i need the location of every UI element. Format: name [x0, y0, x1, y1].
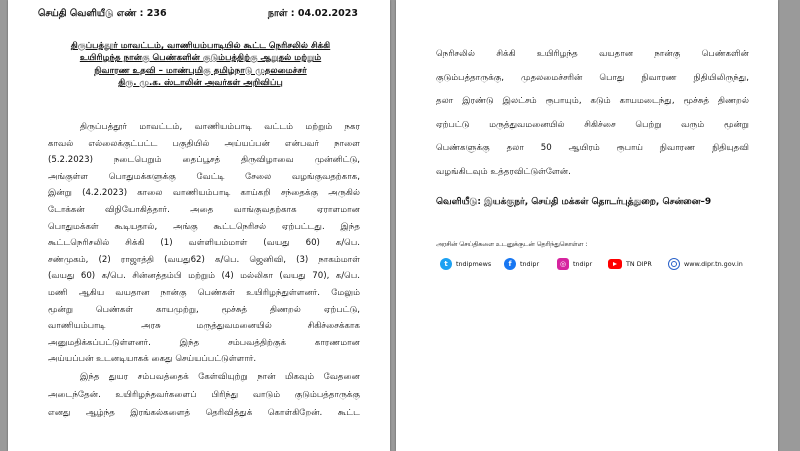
- body-line: அடைந்தேன். உயிரிழந்தவர்களைப் பிரிந்து வாடும் குடும்பத்தாருக்கு: [48, 390, 360, 400]
- body-line: அனுமதிக்கப்பட்டுள்ளனர். இந்த சம்பவத்திற்குக் காரணமான: [48, 337, 360, 348]
- social-facebook[interactable]: [504, 256, 539, 272]
- body-line: மணி ஆகிய வயதான நான்கு பெண்கள் உயிரிழந்துள்ளனர். மேலும்: [48, 287, 360, 298]
- website-url: www.dipr.tn.gov.in: [684, 260, 743, 268]
- body-line: (5.2.2023) நடைபெறும் தைப்பூசத் திருவிழாவை முன்னிட்டு,: [48, 155, 360, 166]
- release-date: நாள் : 04.02.2023: [267, 8, 358, 19]
- title-line: திருப்பத்தூர் மாவட்டம், வாணியம்பாடியில் கூட்ட நெரிசலில் சிக்கி: [70, 41, 331, 51]
- social-instagram[interactable]: [557, 256, 592, 272]
- title-line: திரு. மு.க. ஸ்டாலின் அவர்கள் அறிவிப்பு: [118, 77, 283, 88]
- body-line: எனது ஆழ்ந்த இரங்கல்களைத் தெரிவித்துக் கொள்கிறேன். கூட்ட: [48, 408, 360, 418]
- body-paragraph-continued: [436, 43, 749, 184]
- social-twitter[interactable]: [440, 256, 491, 272]
- body-line: குடும்பத்தாருக்கு, முதலமைச்சரின் பொது நிவாரண நிதியிலிருந்து,: [436, 72, 749, 83]
- social-website[interactable]: [668, 256, 743, 272]
- body-line: திருப்பத்தூர் மாவட்டம், வாணியம்பாடி வட்டம் மற்றும் நகர: [80, 122, 360, 132]
- body-line: பெண்களுக்கு தலா 50 ஆயிரம் ரூபாய் நிவாரண நிதியுதவி: [436, 143, 749, 153]
- body-line: இந்த துயர சம்பவத்தைக் கேள்வியுற்று நான் மிகவும் வேதனை: [80, 372, 360, 382]
- body-line: காவல் எல்லைக்குட்பட்ட பகுதியில் அய்யப்பன் என்பவர் நாளை: [48, 138, 360, 149]
- document-page-1: [8, 0, 390, 451]
- facebook-handle: tndipr: [520, 260, 540, 268]
- body-line: தலா இரண்டு இலட்சம் ரூபாயும், கடும் காயமடைந்து, மூச்சுத் திணறல்: [436, 96, 749, 106]
- title-line: நிவாரண உதவி – மாண்புமிகு தமிழ்நாடு முதலமைச்சர்: [94, 65, 307, 76]
- release-issuer: வெளியீடு: இயக்குநர், செய்தி மக்கள் தொடர்புத்துறை, சென்னை–9: [436, 197, 712, 207]
- release-number: செய்தி வெளியீடு எண் : 236: [38, 8, 167, 19]
- body-line: இன்று (4.2.2023) காலை வாணியம்பாடி காய்கறி சந்தைக்கு அருகில்: [48, 188, 360, 199]
- body-line: சண்முகம், (2) ராஜாத்தி (வயது62) க/பெ. ஜெனிவி, (3) நாகம்மாள்: [48, 254, 360, 265]
- instagram-handle: tndipr: [573, 260, 593, 268]
- body-line: அய்யப்பன் உடனடியாகக் கைது செய்யப்பட்டுள்ளார்.: [48, 354, 257, 365]
- instagram-icon: ◎: [557, 258, 569, 270]
- body-line: கூட்டநெரிசலில் சிக்கி (1) வள்ளியம்மாள் (வயது 60) க/பெ.: [48, 238, 360, 249]
- body-paragraph-1: [48, 119, 360, 368]
- twitter-icon: t: [440, 258, 452, 270]
- follow-label: அரசின் செய்திகளை உடனுக்குடன் தெரிந்துகொள்ள :: [436, 241, 588, 248]
- press-release-title: [48, 40, 353, 89]
- twitter-handle: tndipmews: [456, 260, 492, 268]
- body-line: (வயது 60) க/பெ. சின்னத்தம்பி மற்றும் (4) மல்லிகா (வயது 70), க/பெ.: [48, 271, 360, 282]
- body-line: ஏற்பட்டு மருத்துவமனையில் சிகிச்சை பெற்று வரும் மூன்று: [436, 119, 749, 130]
- title-line: உயிரிழந்த நான்கு பெண்களின் குடும்பத்திற்கு ஆறுதல் மற்றும்: [79, 53, 322, 64]
- body-line: அங்குள்ள பொதுமக்களுக்கு வேட்டி சேலை வழங்குவதற்காக,: [48, 171, 360, 182]
- release-header: [38, 8, 358, 22]
- social-youtube[interactable]: [608, 256, 652, 272]
- body-line: வழங்கிடவும் உத்தரவிட்டுள்ளேன்.: [436, 166, 571, 177]
- body-paragraph-2: [48, 368, 360, 422]
- body-line: டோக்கன் விநியோகித்தார். அதை வாங்குவதற்காக ஏராளமான: [48, 204, 360, 215]
- youtube-handle: TN DIPR: [626, 260, 652, 268]
- social-links: [440, 256, 760, 272]
- body-line: நெரிசலில் சிக்கி உயிரிழந்த வயதான நான்கு பெண்களின்: [436, 49, 749, 59]
- document-page-2: [396, 0, 778, 451]
- globe-icon: [668, 258, 680, 270]
- body-line: மூன்று பெண்கள் காயமுற்று, மூச்சுத் திணறல் ஏற்பட்டு,: [48, 304, 360, 315]
- body-line: வாணியம்பாடி அரசு மருத்துவமனையில் சிகிச்சைக்காக: [48, 321, 360, 332]
- facebook-icon: f: [504, 258, 516, 270]
- youtube-icon: [608, 259, 622, 269]
- body-line: பொதுமக்கள் கூடியதால், அங்கு கூட்டநெரிசல் ஏற்பட்டது. இந்த: [48, 221, 360, 232]
